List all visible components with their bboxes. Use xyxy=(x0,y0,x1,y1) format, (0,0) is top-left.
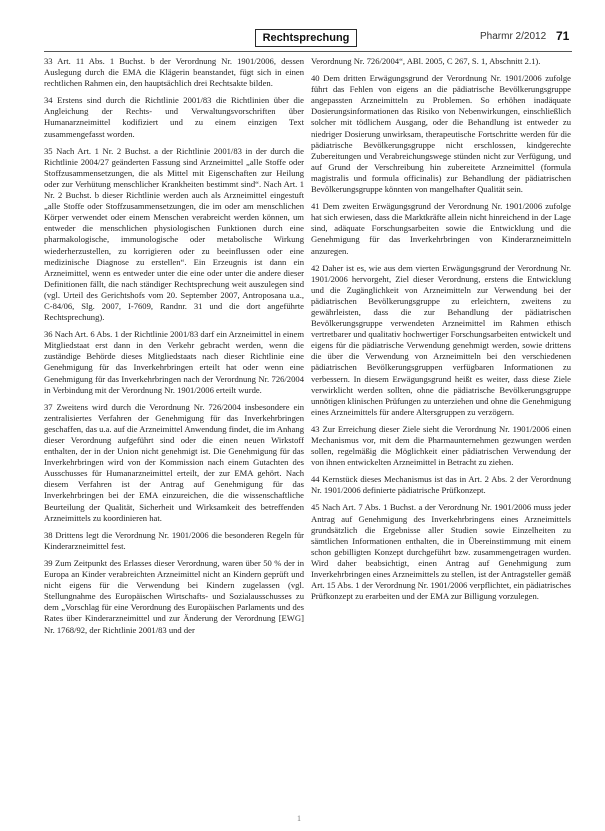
paragraph-35: 35 Nach Art. 1 Nr. 2 Buchst. a der Richtlinie 2001/83 in der durch die Richtlinie 2004/27 geänderten Fassung sind Arzneimittel „alle Stoffe oder Stoffzusammensetzungen, die als Mittel mit Eigenschaften zur Heilung oder zur Verhütung menschlicher Krankheiten bestimmt sind“. Nach Art. 1 Nr. 2 Buchst. b dieser Richtlinie werden auch als Arzneimittel eingestuft „alle Stoffe oder Stoffzusammensetzungen, die im oder am menschlichen Körper verwendet oder einem Menschen verabreicht werden können, um entweder die menschlichen physiologischen Funktionen durch eine pharmakologische, immunologische oder metabolische Wirkung wiederherzustellen, zu korrigieren oder zu beeinflussen oder eine medizinische Diagnose zu erstellen“. Ein Erzeugnis ist dann ein Arzneimittel, wenn es entweder unter die eine oder unter die andere dieser Definitionen fällt, die nach ständiger Rechtsprechung weit auszulegen sind (vgl. Urteil des Gerichtshofs vom 20. September 2007, Antroposana u.a., C-84/06, Slg. 2007, I-7609, Randnr. 31 und die dort angeführte Rechtsprechung). xyxy=(44,145,304,323)
paragraph-37: 37 Zweitens wird durch die Verordnung Nr. 726/2004 insbesondere ein zentralisiertes Verfahren der Genehmigung für das Inverkehrbringen geschaffen, das u.a. auf die Arzneimittel Anwendung findet, die im Anhang dieser Verordnung aufgeführt sind oder die einen neuen Wirkstoff enthalten, der in der Union nicht genehmigt ist. Die Genehmigung für das Inverkehrbringen wird von der Kommission nach einem Gutachten des Ausschusses für Humanarzneimittel erteilt, der zur EMA gehört. Nach diesem Verfahren ist der Antrag auf Genehmigung für das Inverkehrbringen bei der EMA einzureichen, die die wissenschaftliche Beurteilung der Qualität, Sicherheit und Wirksamkeit des betreffenden Arzneimittels zu koordinieren hat. xyxy=(44,401,304,523)
paragraph-41: 41 Dem zweiten Erwägungsgrund der Verordnung Nr. 1901/2006 zufolge hat sich erwiesen, dass die Marktkräfte allein nicht hinreichend in der Lage sind, adäquate Forschungsarbeiten sowie die Entwicklung und die Genehmigung für das Inverkehrbringen von Kinderarzneimitteln anzuregen. xyxy=(311,201,571,256)
paragraph-34: 34 Erstens sind durch die Richtlinie 2001/83 die Richtlinien über die Angleichung der Rechts- und Verwaltungsvorschriften über Humanarzneimittel kodifiziert und zu einem einzigen Text zusammengefasst worden. xyxy=(44,95,304,139)
paragraph-33: 33 Art. 11 Abs. 1 Buchst. b der Verordnung Nr. 1901/2006, dessen Auslegung durch die EMA die Klägerin beanstandet, fügt sich in einen rechtlichen Rahmen ein, den hauptsächlich drei Rechtsakte bilden. xyxy=(44,56,304,89)
footer-mark: 1 xyxy=(297,814,301,823)
paragraph-39-continued: Verordnung Nr. 726/2004“, ABl. 2005, C 267, S. 1, Abschnitt 2.1). xyxy=(311,56,541,66)
paragraph-38: 38 Drittens legt die Verordnung Nr. 1901/2006 die besonderen Regeln für Kinderarzneimittel fest. xyxy=(44,529,304,551)
paragraph-36: 36 Nach Art. 6 Abs. 1 der Richtlinie 2001/83 darf ein Arzneimittel in einem Mitgliedstaat erst dann in den Verkehr gebracht werden, wenn die zuständige Behörde dieses Mitgliedstaats nach dieser Richtlinie eine Genehmigung für das Inverkehrbringen erteilt hat oder wenn eine Genehmigung für das Inverkehrbringen nach der Verordnung Nr. 726/2004 in Verbindung mit der Verordnung Nr. 1901/2006 erteilt wurde. xyxy=(44,329,304,395)
paragraph-39: 39 Zum Zeitpunkt des Erlasses dieser Verordnung, waren über 50 % der in Europa an Kinder verabreichten Arzneimittel nicht an Kindern geprüft und nicht eigens für die Verwendung bei Kindern zugelassen (vgl. Stellungnahme des Europäischen Wirtschafts- und Sozialausschusses zu dem „Vorschlag für eine Verordnung des Europäischen Parlaments und des Rates über Kinderarzneimittel und zur Änderung der Verordnung [EWG] Nr. 1768/92, der Richtlinie 2001/83 und der xyxy=(44,557,304,635)
journal-reference: Pharmr 2/2012 xyxy=(480,31,547,42)
header-rule xyxy=(44,51,572,52)
section-label: Rechtsprechung xyxy=(255,29,357,47)
paragraph-43: 43 Zur Erreichung dieser Ziele sieht die Verordnung Nr. 1901/2006 einen Mechanismus vor, mit dem die Pharmaunternehmen gezwungen werden sollen, regelmäßig die Möglichkeit einer pädiatrischen Verwendung der von ihnen entwickelten Arzneimittel in Betracht zu ziehen. xyxy=(311,423,571,468)
left-column xyxy=(44,56,304,642)
paragraph-42: 42 Daher ist es, wie aus dem vierten Erwägungsgrund der Verordnung Nr. 1901/2006 hervorgeht, Ziel dieser Verordnung, erstens die Entwicklung und die Zugänglichkeit von Arzneimitteln zur Verwendung bei der pädiatrischen Bevölkerungsgruppe zu erleichtern, zweitens zu gewährleisten, dass die zur Behandlung der pädiatrischen Bevölkerungsgruppe verwendeten Arzneimittel im Rahmen ethisch vertretbarer und qualitativ hochwertiger Forschungsarbeiten entwickelt und eigens für die pädiatrische Verwendung genehmigt werden, sowie drittens die über die Verwendung von Arzneimitteln bei den verschiedenen pädiatrischen Bevölkerungsgruppen verfügbaren Informationen zu verbessern. In diesem Erwägungsgrund heißt es weiter, dass diese Ziele verwirklicht werden sollten, ohne die pädiatrische Bevölkerungsgruppe unnötigen klinischen Prüfungen zu unterziehen und ohne die Genehmigung eines Arzneimittels für andere Altersgruppen zu verzögern. xyxy=(311,262,571,417)
paragraph-40: 40 Dem dritten Erwägungsgrund der Verordnung Nr. 1901/2006 zufolge führt das Fehlen von eigens an die pädiatrische Bevölkerungsgruppe angepassten Arzneimitteln zu Problemen. So erhöhen inadäquate Dosierungsinformationen das Risiko von Nebenwirkungen, einschließlich solcher mit tödlichem Ausgang, oder die Behandlung ist entweder zu niedriger Dosierung unwirksam, therapeutische Fortschritte werden für die pädiatrische Bevölkerungsgruppe nicht erschlossen, kindgerechte Zubereitungen und Verabreichungswege stünden nicht zur Verfügung, und auf Grund der Verschreibung hin zubereitete Arzneimittel (formula magistralis und formula officinalis) zur Behandlung der pädiatrischen Bevölkerungsgruppe könnten von mangelhafter Qualität sein. xyxy=(311,73,571,195)
page-number: 71 xyxy=(556,29,570,43)
right-column xyxy=(311,56,571,608)
paragraph-45: 45 Nach Art. 7 Abs. 1 Buchst. a der Verordnung Nr. 1901/2006 muss jeder Antrag auf Genehmigung des Inverkehrbringens eines Arzneimittels grundsätzlich die Ergebnisse aller Studien sowie Einzelheiten zu sämtlichen Informationen enthalten, die in Übereinstimmung mit einem schon gebilligten Konzept durchgeführt bzw. zusammengetragen wurden. Wird daher beabsichtigt, einen Antrag auf Genehmigung zum Inverkehrbringen eines Arzneimittels zu stellen, ist der Antragsteller gemäß Art. 15 Abs. 1 der Verordnung Nr. 1901/2006 verpflichtet, ein pädiatrisches Prüfkonzept zu erarbeiten und der EMA zur Billigung vorzulegen. xyxy=(311,502,571,602)
paragraph-44: 44 Kernstück dieses Mechanismus ist das in Art. 2 Abs. 2 der Verordnung Nr. 1901/2006 definierte pädiatrische Prüfkonzept. xyxy=(311,474,571,496)
